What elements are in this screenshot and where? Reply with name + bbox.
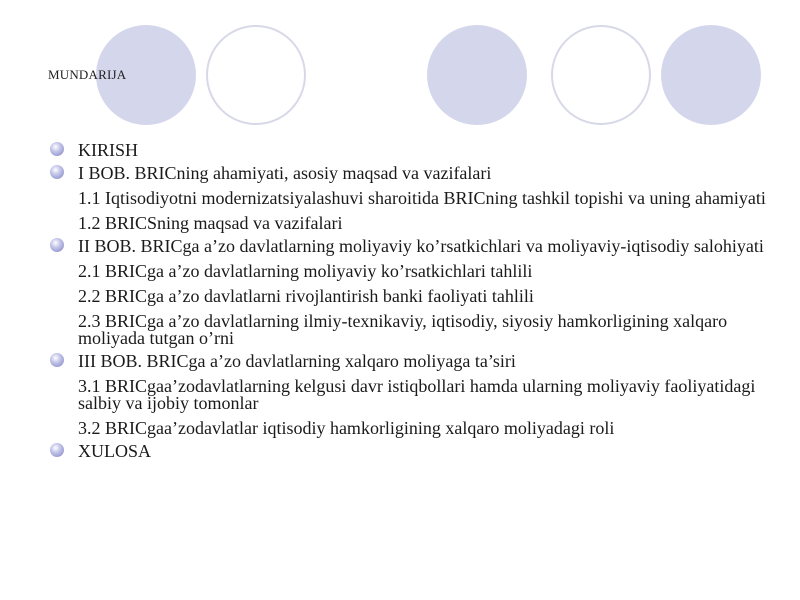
decorative-circle-4 (551, 25, 651, 125)
toc-chapter-item (48, 353, 768, 370)
toc-section-item (48, 313, 768, 347)
bullet-icon (50, 142, 64, 156)
toc-chapter-item (48, 142, 768, 159)
bullet-icon (50, 443, 64, 457)
toc-item-text: 2.3 BRICga a’zo davlatlarning ilmiy-texnikaviy, iqtisodiy, siyosiy hamkorligining xalqaro moliyada tutgan o’rni (78, 311, 728, 348)
toc-item-text: I BOB. BRICning ahamiyati, asosiy maqsad va vazifalari (78, 163, 492, 183)
toc-item-text: II BOB. BRICga a’zo davlatlarning moliyaviy ko’rsatkichlari va moliyaviy-iqtisodiy salohiyati (78, 236, 764, 256)
toc-item-text: 1.2 BRICSning maqsad va vazifalari (78, 213, 343, 233)
toc-chapter-item (48, 165, 768, 182)
toc-section-item (48, 420, 768, 437)
toc-section-item (48, 378, 768, 412)
bullet-icon (50, 353, 64, 367)
bullet-icon (50, 165, 64, 179)
toc-section-item (48, 263, 768, 280)
toc-item-text: 2.1 BRICga a’zo davlatlarning moliyaviy ko’rsatkichlari tahlili (78, 261, 533, 281)
toc-item-text: XULOSA (78, 441, 152, 461)
toc-section-item (48, 288, 768, 305)
toc-item-text: 1.1 Iqtisodiyotni modernizatsiyalashuvi sharoitida BRICning tashkil topishi va uning ahamiyati (78, 188, 766, 208)
decorative-circle-3 (427, 25, 527, 125)
toc-section-item (48, 215, 768, 232)
toc-chapter-item (48, 238, 768, 255)
table-of-contents (48, 142, 768, 460)
toc-item-text: III BOB. BRICga a’zo davlatlarning xalqaro moliyaga ta’siri (78, 351, 516, 371)
decorative-circle-5 (661, 25, 761, 125)
toc-item-text: 3.2 BRICgaa’zodavlatlar iqtisodiy hamkorligining xalqaro moliyadagi roli (78, 418, 615, 438)
toc-item-text: KIRISH (78, 140, 139, 160)
bullet-icon (50, 238, 64, 252)
page-title: MUNDARIJA (48, 67, 127, 82)
toc-item-text: 3.1 BRICgaa’zodavlatlarning kelgusi davr istiqbollari hamda ularning moliyaviy faoliyatidagi salbiy va ijobiy tomonlar (78, 376, 756, 413)
toc-chapter-item (48, 443, 768, 460)
decorative-circle-2 (206, 25, 306, 125)
toc-item-text: 2.2 BRICga a’zo davlatlarni rivojlantirish banki faoliyati tahlili (78, 286, 534, 306)
toc-section-item (48, 190, 768, 207)
